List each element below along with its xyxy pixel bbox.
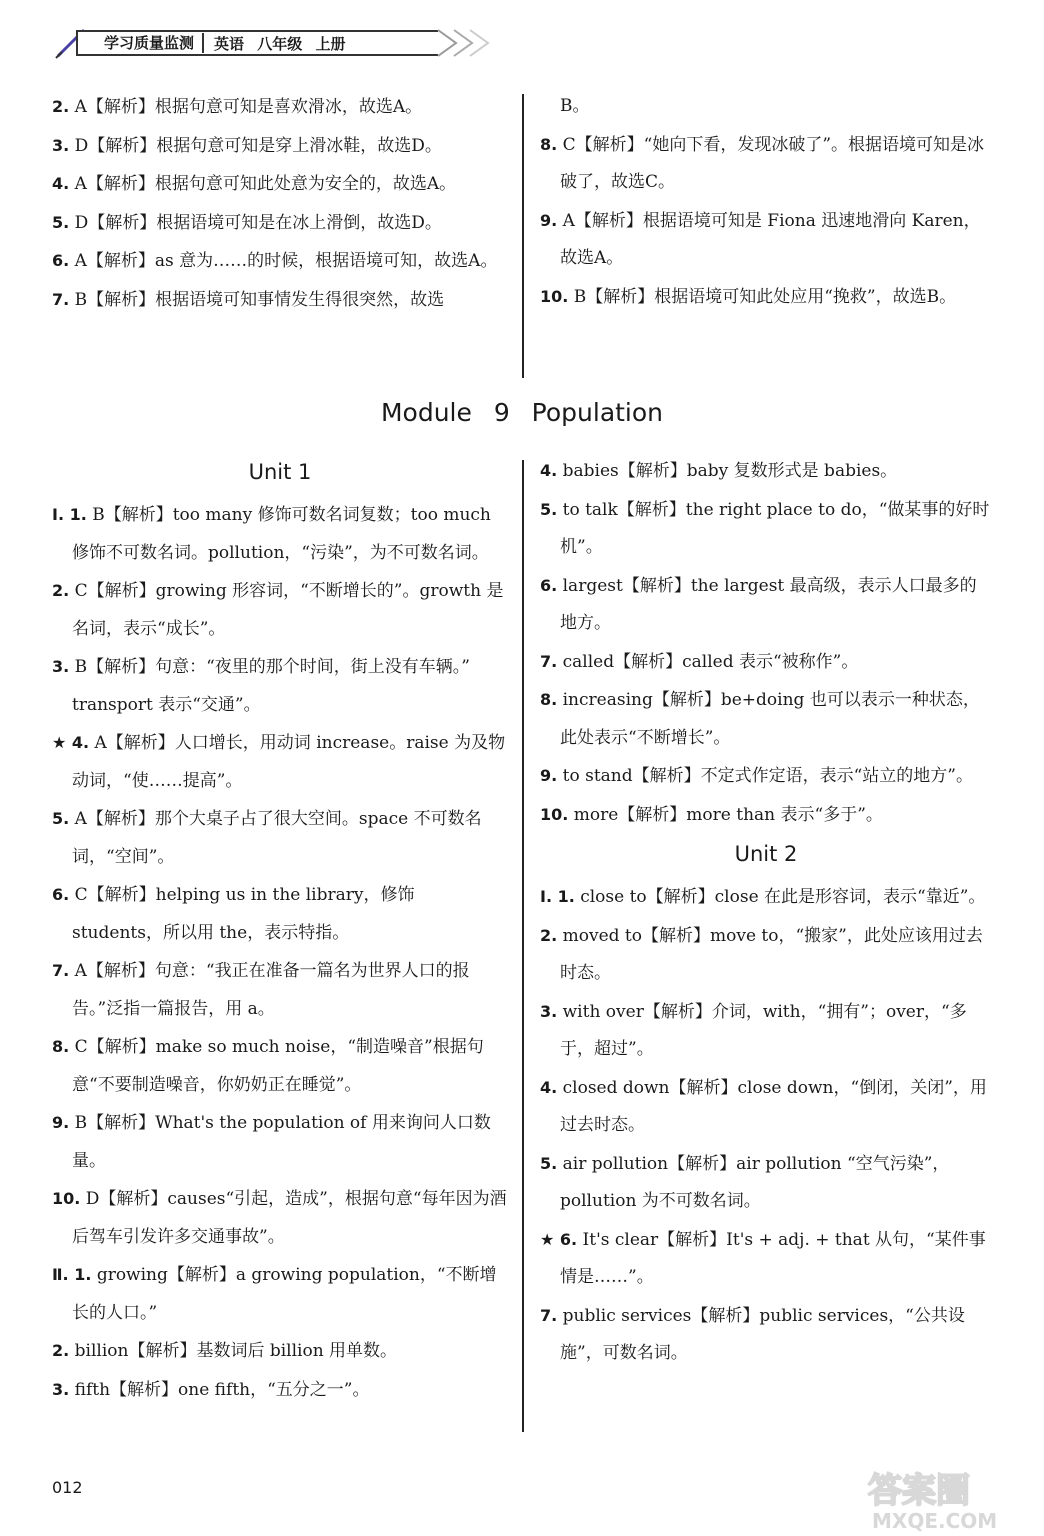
item-text: D【解析】causes“引起，造成”，根据句意“每年因为酒后驾车引发许多交通事故”。 [72,1189,507,1247]
item-number: 3. [52,657,70,676]
svg-text:MXQE.COM: MXQE.COM [872,1509,998,1532]
unit1-item [52,1371,508,1410]
item-text: B【解析】根据语境可知此处应用“挽救”，故选B。 [573,286,957,307]
item-number: 7. [52,289,70,309]
subject-label: 英语 八年级 上册 [214,34,346,53]
item-number: 4. [52,174,70,193]
item-number: 8. [540,134,558,154]
page-number: 012 [52,1478,83,1497]
item-text: A【解析】as 意为……的时候，根据语境可知，故选A。 [74,251,498,271]
module-title: Module 9 Population [380,398,664,427]
brand-label: 学习质量监测 [78,33,204,53]
item-number: 5. [52,212,70,232]
item-number: 10. [52,1189,81,1208]
unit2-item [540,878,992,917]
item-text: more【解析】more than 表示“多于”。 [573,804,883,825]
item-text: with over【解析】介词，with，“拥有”；over，“多于，超过”。 [560,1001,967,1059]
item-number: Ⅰ. 1. [540,887,575,906]
item-text: called【解析】called 表示“被称作”。 [562,651,859,672]
item-number: 5. [52,809,70,828]
unit1-cont-item [540,643,992,682]
item-number: 6. [52,885,70,904]
item-number: 3. [540,1001,558,1021]
item-text: D【解析】根据语境可知是在冰上滑倒，故选D。 [74,212,442,233]
top-right-column [540,88,992,316]
item-number: 2. [52,1341,70,1360]
item-text: increasing【解析】be+doing 也可以表示一种状态，此处表示“不断增长”。 [560,690,980,748]
right-bottom-column [540,452,992,1373]
unit2-item [540,993,992,1069]
top-right-item [540,126,992,202]
top-left-item [52,281,508,320]
item-number: 2. [52,581,70,600]
item-text: growing【解析】a growing population，“不断增长的人口。” [72,1265,497,1323]
item-number: 3. [52,135,70,155]
unit1-cont-item [540,796,992,835]
unit1-item [52,496,508,572]
unit2-item [540,1069,992,1145]
unit2-item [540,917,992,993]
unit1-item [52,800,508,876]
item-text: A【解析】句意：“我正在准备一篇名为世界人口的报告。”泛指一篇报告，用 a。 [72,961,470,1019]
item-number: 5. [540,1153,558,1173]
top-right-item [540,202,992,278]
chevron-right-icon [436,28,496,58]
watermark-logo [862,1462,1038,1532]
item-number: 4. [540,461,558,480]
item-text: It's clear【解析】It's + adj. + that 从句，“某件事情是……”。 [560,1229,986,1287]
item-text: B。 [560,96,590,116]
item-number: Ⅱ. 1. [52,1265,92,1284]
unit1-title: Unit 1 [248,460,312,484]
item-text: air pollution【解析】air pollution “空气污染”，pollution 为不可数名词。 [560,1153,950,1211]
column-divider-bottom [522,460,524,1432]
unit1-item [52,724,508,800]
item-text: C【解析】growing 形容词，“不断增长的”。growth 是名词，表示“成长”。 [72,581,504,639]
item-number: ★ 6. [540,1229,578,1249]
item-text: C【解析】make so much noise，“制造噪音”根据句意“不要制造噪音，你奶奶正在睡觉”。 [72,1037,484,1095]
unit1-item [52,1256,508,1332]
unit2-item [540,1145,992,1221]
header-banner [76,30,438,56]
item-text: A【解析】根据语境可知是 Fiona 迅速地滑向 Karen，故选A。 [560,210,981,268]
item-text: A【解析】根据句意可知此处意为安全的，故选A。 [74,174,457,194]
item-text: moved to【解析】move to，“搬家”，此处应该用过去时态。 [560,925,983,983]
item-number: 6. [540,575,558,595]
unit2-item [540,1297,992,1373]
item-text: B【解析】根据语境可知事情发生得很突然，故选 [74,289,445,310]
unit1-column [52,452,508,1409]
item-number: 9. [540,766,558,785]
item-number: 7. [52,961,70,980]
item-number: 7. [540,1305,558,1325]
item-number: 10. [540,804,569,824]
item-text: fifth【解析】one fifth，“五分之一”。 [74,1379,370,1400]
item-text: B【解析】too many 修饰可数名词复数；too much 修饰不可数名词。pollution，“污染”，为不可数名词。 [72,505,491,563]
item-text: C【解析】helping us in the library，修饰 students，所以用 the，表示特指。 [72,885,415,943]
item-number: 2. [52,97,70,116]
unit2-item [540,1221,992,1297]
top-right-item [540,278,992,317]
unit1-item [52,1180,508,1256]
top-left-item [52,242,508,281]
page-header [52,24,452,62]
column-divider-top [522,94,524,378]
item-number: 4. [540,1077,558,1097]
item-number: ★ 4. [52,733,90,752]
item-number: 9. [540,210,558,230]
item-text: B【解析】句意：“夜里的那个时间，街上没有车辆。” transport 表示“交通”。 [72,657,470,715]
top-left-item [52,88,508,127]
svg-text:答案圈: 答案圈 [868,1471,970,1511]
item-text: A【解析】人口增长，用动词 increase。raise 为及物动词，“使……提高”。 [72,733,506,791]
top-left-item [52,165,508,204]
item-text: A【解析】那个大桌子占了很大空间。space 不可数名词，“空间”。 [72,809,482,867]
unit1-item [52,1332,508,1371]
unit1-item [52,572,508,648]
top-left-item [52,127,508,166]
item-number: 6. [52,251,70,270]
unit1-item [52,648,508,724]
item-number: Ⅰ. 1. [52,505,87,524]
item-number: 7. [540,651,558,671]
item-number: 9. [52,1113,70,1132]
item-number: 3. [52,1379,70,1399]
item-text: A【解析】根据句意可知是喜欢滑冰，故选A。 [74,97,423,117]
unit1-cont-item [540,757,992,796]
item-text: billion【解析】基数词后 billion 用单数。 [74,1341,398,1361]
item-text: to talk【解析】the right place to do，“做某事的好时机”。 [560,499,990,557]
item-text: largest【解析】the largest 最高级，表示人口最多的地方。 [560,575,977,633]
unit1-item [52,952,508,1028]
top-right-item [540,88,992,126]
item-text: to stand【解析】不定式作定语，表示“站立的地方”。 [562,766,973,786]
item-text: C【解析】“她向下看，发现冰破了”。根据语境可知是冰破了，故选C。 [560,134,985,192]
item-text: public services【解析】public services，“公共设施”，可数名词。 [560,1305,965,1363]
item-number: 8. [540,690,558,709]
top-left-column [52,88,508,319]
item-text: close to【解析】close 在此是形容词，表示“靠近”。 [580,887,986,907]
item-number: 10. [540,286,569,306]
unit1-item [52,876,508,952]
unit1-item [52,1104,508,1180]
item-number: 8. [52,1037,70,1056]
item-text: B【解析】What's the population of 用来询问人口数量。 [72,1113,491,1171]
item-text: D【解析】根据句意可知是穿上滑冰鞋，故选D。 [74,135,442,156]
unit1-cont-item [540,567,992,643]
unit1-cont-item [540,452,992,491]
unit1-cont-item [540,681,992,757]
unit2-title: Unit 2 [734,842,798,866]
item-text: babies【解析】baby 复数形式是 babies。 [562,461,898,481]
top-left-item [52,204,508,243]
unit1-cont-item [540,491,992,567]
item-text: closed down【解析】close down，“倒闭，关闭”，用过去时态。 [560,1077,987,1135]
item-number: 5. [540,499,558,519]
item-number: 2. [540,925,558,945]
unit1-item [52,1028,508,1104]
